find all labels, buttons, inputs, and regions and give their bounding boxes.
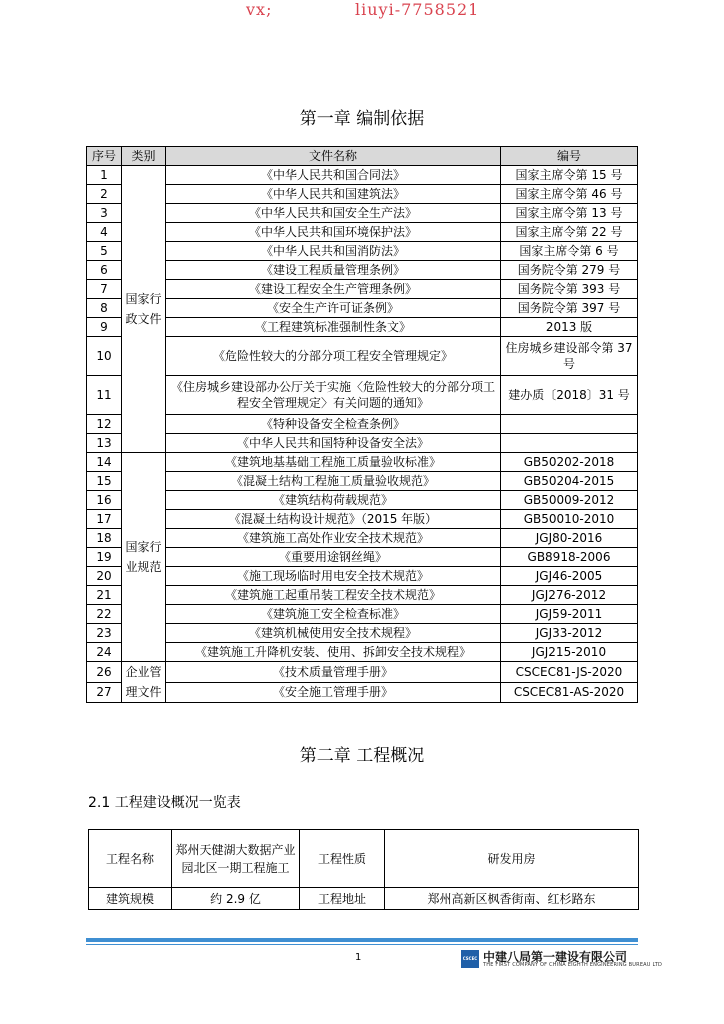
table-row xyxy=(87,204,638,223)
table-row xyxy=(87,280,638,299)
row-name: 《施工现场临时用电安全技术规范》 xyxy=(166,567,501,586)
row-code: JGJ215-2010 xyxy=(501,643,638,662)
table-header-row xyxy=(87,147,638,166)
header-name: 文件名称 xyxy=(166,147,501,166)
chapter-1-title: 第一章 编制依据 xyxy=(299,109,425,129)
row-code: 国务院令第 393 号 xyxy=(501,280,638,299)
row-name: 《中华人民共和国特种设备安全法》 xyxy=(166,434,501,453)
row-name: 《安全生产许可证条例》 xyxy=(166,299,501,318)
category-national-std: 国家行业规范 xyxy=(122,453,166,662)
watermark-left-text: vx; xyxy=(246,0,273,19)
category-national-admin: 国家行政文件 xyxy=(122,166,166,453)
row-name: 《住房城乡建设部办公厅关于实施〈危险性较大的分部分项工程安全管理规定〉有关问题的通知》 xyxy=(166,376,501,415)
row-code: JGJ46-2005 xyxy=(501,567,638,586)
row-no: 15 xyxy=(87,472,122,491)
row-code: 国务院令第 279 号 xyxy=(501,261,638,280)
value-project-name: 郑州天健湖大数据产业园北区一期工程施工 xyxy=(172,830,300,888)
table-row xyxy=(87,586,638,605)
table-row xyxy=(87,318,638,337)
row-name: 《建筑施工起重吊装工程安全技术规范》 xyxy=(166,586,501,605)
row-no: 11 xyxy=(87,376,122,415)
table-row xyxy=(87,185,638,204)
company-name-en: THE FIRST COMPANY OF CHINA EIGHTH ENGINEERING BUREAU LTD xyxy=(483,962,663,968)
row-no: 17 xyxy=(87,510,122,529)
row-no: 21 xyxy=(87,586,122,605)
row-no: 14 xyxy=(87,453,122,472)
row-name: 《建设工程质量管理条例》 xyxy=(166,261,501,280)
watermark xyxy=(0,0,724,22)
row-code: GB50009-2012 xyxy=(501,491,638,510)
table-row xyxy=(87,376,638,415)
table-row xyxy=(89,830,639,888)
table-row xyxy=(87,261,638,280)
table-row xyxy=(87,166,638,185)
table-row xyxy=(87,662,638,683)
row-code: CSCEC81-AS-2020 xyxy=(501,682,638,703)
row-code: GB8918-2006 xyxy=(501,548,638,567)
row-code: GB50202-2018 xyxy=(501,453,638,472)
row-code: 国家主席令第 22 号 xyxy=(501,223,638,242)
row-no: 26 xyxy=(87,662,122,683)
row-name: 《中华人民共和国环境保护法》 xyxy=(166,223,501,242)
row-no: 4 xyxy=(87,223,122,242)
header-category: 类别 xyxy=(122,147,166,166)
label-project-name: 工程名称 xyxy=(89,830,172,888)
row-code: GB50204-2015 xyxy=(501,472,638,491)
row-code: 国家主席令第 13 号 xyxy=(501,204,638,223)
table-row xyxy=(87,242,638,261)
row-name: 《建筑地基基础工程施工质量验收标准》 xyxy=(166,453,501,472)
row-code: JGJ59-2011 xyxy=(501,605,638,624)
row-no: 8 xyxy=(87,299,122,318)
section-2-1-title: 2.1 工程建设概况一览表 xyxy=(88,795,241,811)
row-no: 1 xyxy=(87,166,122,185)
table-row xyxy=(87,453,638,472)
row-code: 国家主席令第 15 号 xyxy=(501,166,638,185)
category-enterprise: 企业管理文件 xyxy=(122,662,166,703)
label-project-nature: 工程性质 xyxy=(300,830,385,888)
row-name: 《中华人民共和国消防法》 xyxy=(166,242,501,261)
row-no: 24 xyxy=(87,643,122,662)
row-name: 《中华人民共和国合同法》 xyxy=(166,166,501,185)
row-code: 国务院令第 397 号 xyxy=(501,299,638,318)
row-no: 20 xyxy=(87,567,122,586)
row-no: 5 xyxy=(87,242,122,261)
row-name: 《中华人民共和国安全生产法》 xyxy=(166,204,501,223)
table-row xyxy=(87,510,638,529)
footer-divider-thin xyxy=(86,944,638,945)
row-code: JGJ80-2016 xyxy=(501,529,638,548)
row-name: 《建筑施工高处作业安全技术规范》 xyxy=(166,529,501,548)
table-row xyxy=(87,529,638,548)
row-no: 9 xyxy=(87,318,122,337)
row-code xyxy=(501,434,638,453)
row-code: 国家主席令第 6 号 xyxy=(501,242,638,261)
row-name: 《建筑施工安全检查标准》 xyxy=(166,605,501,624)
row-name: 《危险性较大的分部分项工程安全管理规定》 xyxy=(166,337,501,376)
row-no: 19 xyxy=(87,548,122,567)
table-row xyxy=(87,223,638,242)
table-row xyxy=(87,605,638,624)
company-name-cn: 中建八局第一建设有限公司 xyxy=(483,950,628,964)
row-code: JGJ276-2012 xyxy=(501,586,638,605)
value-address: 郑州高新区枫香街南、红杉路东 xyxy=(385,888,639,910)
table-row xyxy=(87,299,638,318)
table-row xyxy=(87,472,638,491)
row-code: 国家主席令第 46 号 xyxy=(501,185,638,204)
table-row xyxy=(89,888,639,910)
chapter-2-title: 第二章 工程概况 xyxy=(299,746,425,766)
table-row xyxy=(87,643,638,662)
header-no: 序号 xyxy=(87,147,122,166)
footer-divider-thick xyxy=(86,938,638,942)
label-scale: 建筑规模 xyxy=(89,888,172,910)
row-no: 7 xyxy=(87,280,122,299)
row-no: 18 xyxy=(87,529,122,548)
table-row xyxy=(87,337,638,376)
row-code: GB50010-2010 xyxy=(501,510,638,529)
label-address: 工程地址 xyxy=(300,888,385,910)
table-row xyxy=(87,434,638,453)
row-no: 13 xyxy=(87,434,122,453)
row-name: 《混凝土结构设计规范》（2015 年版） xyxy=(166,510,501,529)
row-no: 23 xyxy=(87,624,122,643)
row-no: 12 xyxy=(87,415,122,434)
value-scale: 约 2.9 亿 xyxy=(172,888,300,910)
row-name: 《中华人民共和国建筑法》 xyxy=(166,185,501,204)
value-project-nature: 研发用房 xyxy=(385,830,639,888)
row-no: 22 xyxy=(87,605,122,624)
row-no: 6 xyxy=(87,261,122,280)
basis-table xyxy=(86,146,638,703)
row-name: 《建设工程安全生产管理条例》 xyxy=(166,280,501,299)
row-name: 《建筑机械使用安全技术规程》 xyxy=(166,624,501,643)
table-row xyxy=(87,415,638,434)
row-name: 《特种设备安全检查条例》 xyxy=(166,415,501,434)
row-name: 《安全施工管理手册》 xyxy=(166,682,501,703)
row-no: 2 xyxy=(87,185,122,204)
table-row xyxy=(87,491,638,510)
row-name: 《技术质量管理手册》 xyxy=(166,662,501,683)
row-code: CSCEC81-JS-2020 xyxy=(501,662,638,683)
row-name: 《重要用途钢丝绳》 xyxy=(166,548,501,567)
overview-table xyxy=(88,829,639,910)
row-name: 《混凝土结构工程施工质量验收规范》 xyxy=(166,472,501,491)
row-no: 10 xyxy=(87,337,122,376)
table-row xyxy=(87,548,638,567)
company-logo-icon: CSCEC xyxy=(461,950,479,968)
row-code: 建办质〔2018〕31 号 xyxy=(501,376,638,415)
watermark-right-text: liuyi-7758521 xyxy=(355,0,480,19)
table-row xyxy=(87,682,638,703)
row-name: 《建筑结构荷载规范》 xyxy=(166,491,501,510)
table-row xyxy=(87,624,638,643)
header-code: 编号 xyxy=(501,147,638,166)
row-code xyxy=(501,415,638,434)
row-code: JGJ33-2012 xyxy=(501,624,638,643)
row-no: 27 xyxy=(87,682,122,703)
table-row xyxy=(87,567,638,586)
row-no: 3 xyxy=(87,204,122,223)
row-code: 住房城乡建设部令第 37 号 xyxy=(501,337,638,376)
page-number: 1 xyxy=(355,952,362,963)
row-name: 《建筑施工升降机安装、使用、拆卸安全技术规程》 xyxy=(166,643,501,662)
row-no: 16 xyxy=(87,491,122,510)
row-name: 《工程建筑标准强制性条文》 xyxy=(166,318,501,337)
row-code: 2013 版 xyxy=(501,318,638,337)
